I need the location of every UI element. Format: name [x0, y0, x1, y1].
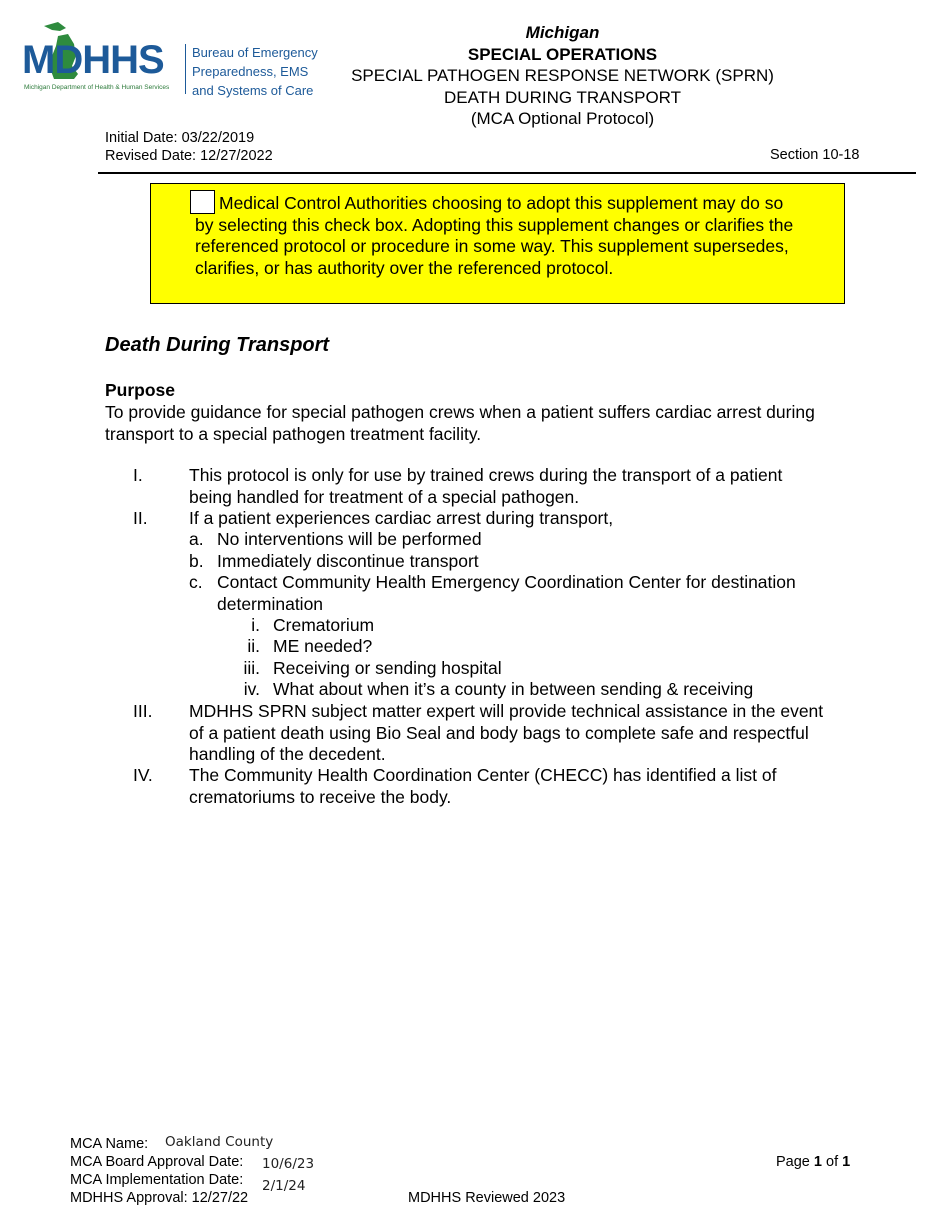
mdhhs-approval: MDHHS Approval: 12/27/22: [70, 1190, 249, 1206]
supplement-box: [150, 183, 845, 304]
sub-sub-number: iii.: [243, 658, 260, 678]
item-line: being handled for treatment of a special pathogen.: [189, 486, 580, 507]
supplement-text: [195, 193, 840, 279]
list-item: [189, 465, 782, 508]
item-line: The Community Health Coordination Center (CHECC) has identified a list of: [189, 765, 777, 785]
mca-name-label: MCA Name:: [70, 1136, 149, 1152]
page-total: 1: [842, 1154, 851, 1170]
sub-item-letter: b.: [189, 551, 204, 571]
purpose-text: [105, 402, 875, 445]
item-line: MDHHS SPRN subject matter expert will provide technical assistance in the event: [189, 701, 824, 721]
sub-item: Immediately discontinue transport: [217, 551, 479, 571]
sub-item-line: determination: [217, 593, 324, 614]
purpose-line: transport to a special pathogen treatment facility.: [105, 423, 482, 444]
purpose-heading: Purpose: [105, 380, 176, 400]
revised-date: Revised Date: 12/27/2022: [105, 148, 273, 164]
supplement-line: Medical Control Authorities choosing to adopt this supplement may do so: [219, 193, 784, 213]
item-line: of a patient death using Bio Seal and body bags to complete safe and respectful: [189, 722, 809, 743]
board-approval-label: MCA Board Approval Date:: [70, 1154, 244, 1170]
header-optional: (MCA Optional Protocol): [470, 109, 655, 128]
sub-sub-number: iv.: [243, 679, 260, 699]
page-current: 1: [813, 1154, 822, 1170]
list-item: [189, 508, 613, 530]
page-number: [776, 1154, 850, 1170]
logo-subtitle: Michigan Department of Health & Human Services: [24, 84, 170, 91]
supplement-line: clarifies, or has authority over the referenced protocol.: [195, 257, 614, 278]
list-item: [189, 765, 776, 808]
sub-sub-item: What about when it’s a county in between sending & receiving: [273, 679, 754, 699]
bureau-line-3: and Systems of Care: [192, 83, 314, 98]
item-number: IV.: [133, 765, 153, 785]
item-number: II.: [133, 508, 148, 528]
sub-sub-number: ii.: [247, 636, 260, 656]
initial-date: Initial Date: 03/22/2019: [105, 130, 255, 146]
header-rule: [98, 172, 916, 174]
header-ops: SPECIAL OPERATIONS: [467, 44, 658, 64]
item-line: This protocol is only for use by trained crews during the transport of a patient: [189, 465, 783, 485]
supplement-line: referenced protocol or procedure in some way. This supplement supersedes,: [195, 236, 789, 256]
mca-name-value: Oakland County: [165, 1134, 274, 1150]
section-number: Section 10-18: [770, 147, 860, 163]
protocol-dates: [105, 129, 273, 165]
purpose-line: To provide guidance for special pathogen crews when a patient suffers cardiac arrest during: [105, 402, 815, 422]
mdhhs-logo: [22, 22, 322, 98]
item-line: crematoriums to receive the body.: [189, 786, 452, 807]
item-number: I.: [133, 465, 143, 485]
implementation-label: MCA Implementation Date:: [70, 1172, 244, 1188]
supplement-line: by selecting this check box. Adopting this supplement changes or clarifies the: [195, 214, 794, 235]
sub-sub-item: ME needed?: [273, 636, 373, 656]
page-of: of: [826, 1154, 839, 1170]
header-title: DEATH DURING TRANSPORT: [443, 87, 682, 107]
board-approval-value: 10/6/23: [262, 1156, 315, 1172]
sub-sub-item: Receiving or sending hospital: [273, 658, 502, 678]
sub-item: [217, 572, 796, 615]
page-prefix: Page: [776, 1154, 810, 1170]
item-number: III.: [133, 701, 153, 721]
logo-wordmark: MDHHS: [22, 38, 164, 82]
sub-sub-item: Crematorium: [273, 615, 375, 635]
sub-item-letter: c.: [189, 572, 203, 592]
mdhhs-reviewed: MDHHS Reviewed 2023: [408, 1190, 566, 1206]
header-network: SPECIAL PATHOGEN RESPONSE NETWORK (SPRN): [351, 66, 774, 85]
bureau-name: [192, 43, 318, 100]
page-title: Death During Transport: [105, 334, 330, 356]
item-line: If a patient experiences cardiac arrest during transport,: [189, 508, 614, 528]
header-state: Michigan: [525, 23, 600, 42]
protocol-header: [330, 22, 795, 130]
sub-sub-number: i.: [251, 615, 260, 635]
bureau-line-2: Preparedness, EMS: [192, 64, 309, 79]
sub-item-line: Contact Community Health Emergency Coordination Center for destination: [217, 572, 796, 592]
bureau-line-1: Bureau of Emergency: [192, 45, 318, 60]
list-item: [189, 701, 823, 766]
implementation-value: 2/1/24: [262, 1178, 306, 1194]
logo-divider: [185, 44, 186, 94]
item-line: handling of the decedent.: [189, 744, 386, 764]
sub-item-letter: a.: [189, 529, 204, 549]
sub-item: No interventions will be performed: [217, 529, 482, 549]
